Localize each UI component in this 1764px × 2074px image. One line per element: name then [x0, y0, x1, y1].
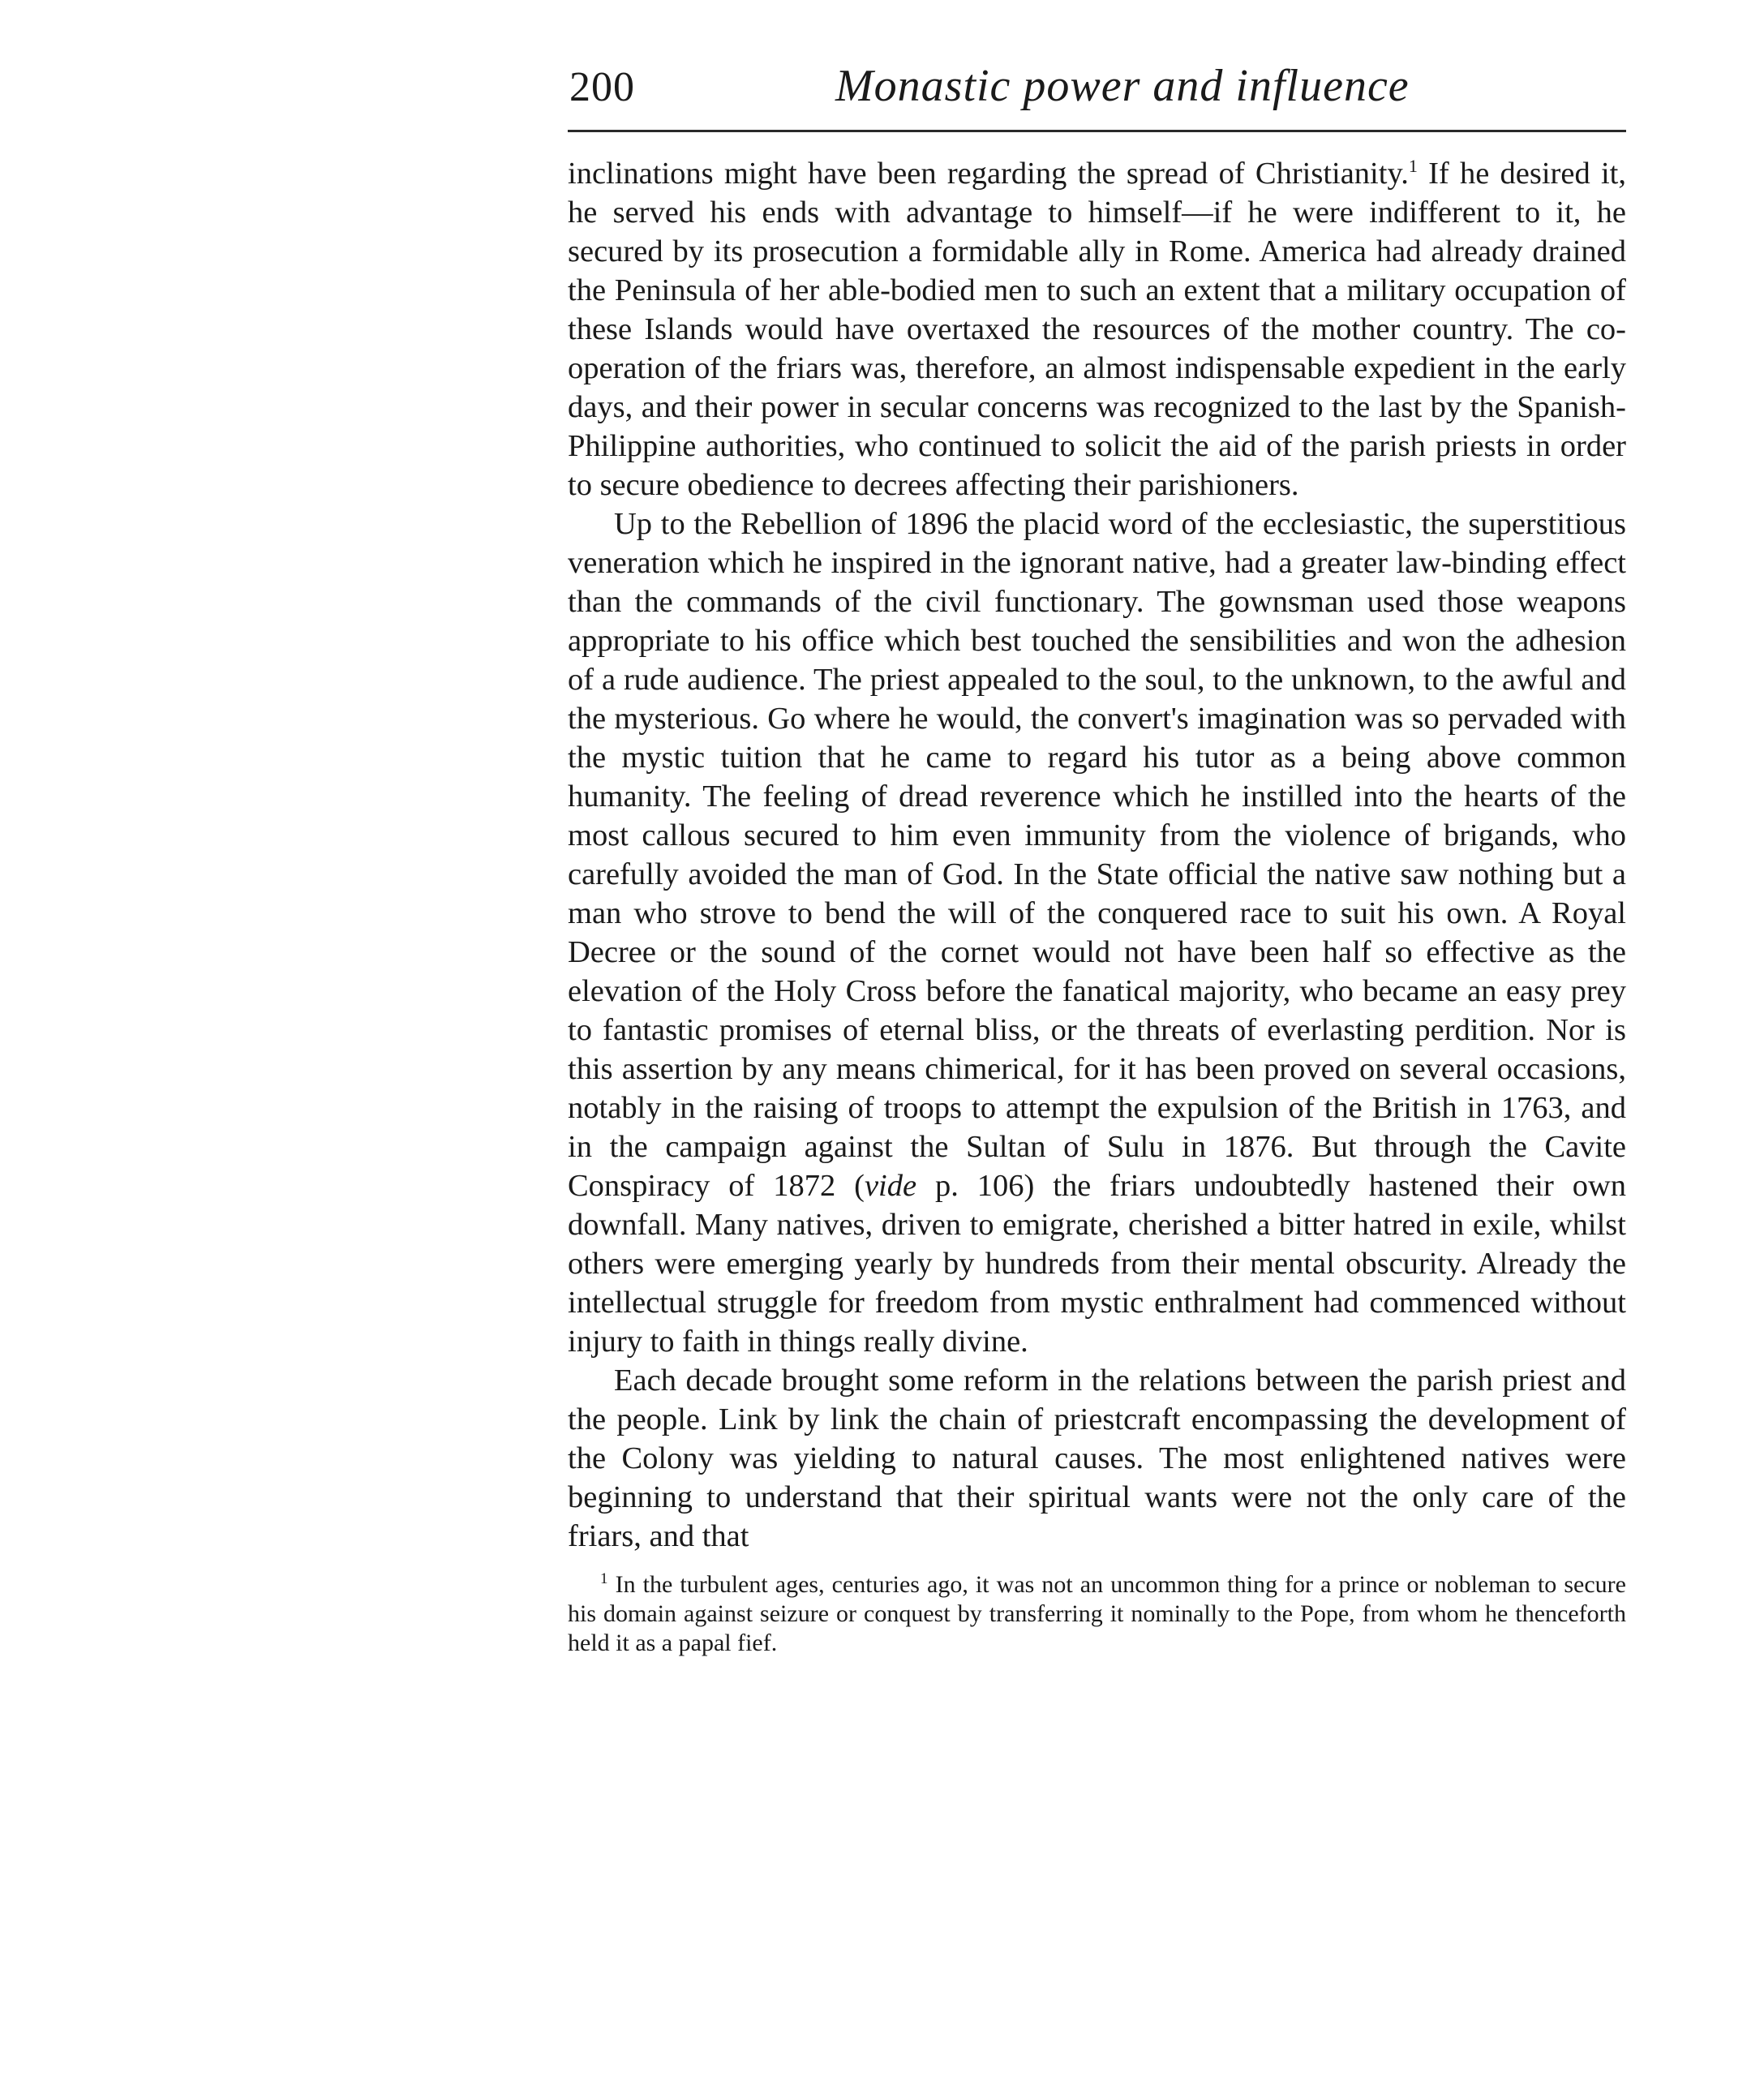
footnote [568, 1570, 1626, 1658]
running-head [568, 49, 1626, 138]
footnote-mark: 1 [600, 1570, 608, 1587]
vide-italic: vide [864, 1169, 917, 1203]
page-number: 200 [569, 64, 635, 110]
footnote-reference: 1 [1408, 156, 1418, 177]
paragraph-1-rest: If he desired it, he served his ends with advantage to himself—if he were indifferent to it, he secured by its prosecution a formidable ally in Rome. America had already drained the Peninsula of her able-bodied men to such an extent that a military occupation of these Islands would have overtaxed the resources of the mother country. The co-operation of the friars was, therefore, an almost indispensable expedient in the early days, and their power in secular concerns was recognized to the last by the Spanish-Philippine authorities, who continued to solicit the aid of the parish priests in order to secure obedience to decrees affecting their parishioners. [568, 157, 1626, 502]
paragraph-1 [568, 154, 1626, 505]
paragraph-1-start: inclinations might have been regarding the spread of Christianity. [568, 157, 1409, 191]
paragraph-2 [568, 505, 1626, 1361]
paragraph-2-start: Up to the Rebellion of 1896 the placid word of the ecclesiastic, the superstitious veneration which he inspired in the ignorant native, had a greater law-binding effect than the commands of the civil functionary. The gownsman used those weapons appropriate to his office which best touched the sensibilities and won the adhesion of a rude audience. The priest appealed to the soul, to the unknown, to the awful and the mysterious. Go where he would, the convert's imagination was so pervaded with the mystic tuition that he came to regard his tutor as a being above common humanity. The feeling of dread reverence which he instilled into the hearts of the most callous secured to him even immunity from the violence of brigands, who carefully avoided the man of God. In the State official the native saw nothing but a man who strove to bend the will of the conquered race to suit his own. A Royal Decree or the sound of the cornet would not have been half so effective as the elevation of the Holy Cross before the fanatical majority, who became an easy prey to fantastic promises of eternal bliss, or the threats of everlasting perdition. Nor is this assertion by any means chimerical, for it has been proved on several occasions, notably in the raising of troops to attempt the expulsion of the British in 1763, and in the campaign against the Sultan of Sulu in 1876. But through the Cavite Conspiracy of 1872 ( [568, 507, 1626, 1203]
book-page [568, 49, 1626, 1658]
paragraph-3: Each decade brought some reform in the relations between the parish priest and the people. Link by link the chain of priestcraft encompassing the development of the Colony was yielding to natural causes. The most enlightened natives were beginning to understand that their spiritual wants were not the only care of the friars, and that [568, 1363, 1626, 1553]
header-rule [568, 130, 1626, 132]
running-title: Monastic power and influence [835, 61, 1410, 111]
body-text [568, 154, 1626, 1556]
paragraph-2-rest: p. 106) the friars undoubtedly hastened their own downfall. Many natives, driven to emigrate, cherished a bitter hatred in exile, whilst others were emerging yearly by hundreds from their mental obscurity. Already the intellectual struggle for freedom from mystic enthralment had commenced without injury to faith in things really divine. [568, 1169, 1627, 1359]
footnote-text: In the turbulent ages, centuries ago, it was not an uncommon thing for a prince or nobleman to secure his domain against seizure or conquest by transferring it nominally to the Pope, from whom he thenceforth held it as a papal fief. [568, 1571, 1626, 1656]
